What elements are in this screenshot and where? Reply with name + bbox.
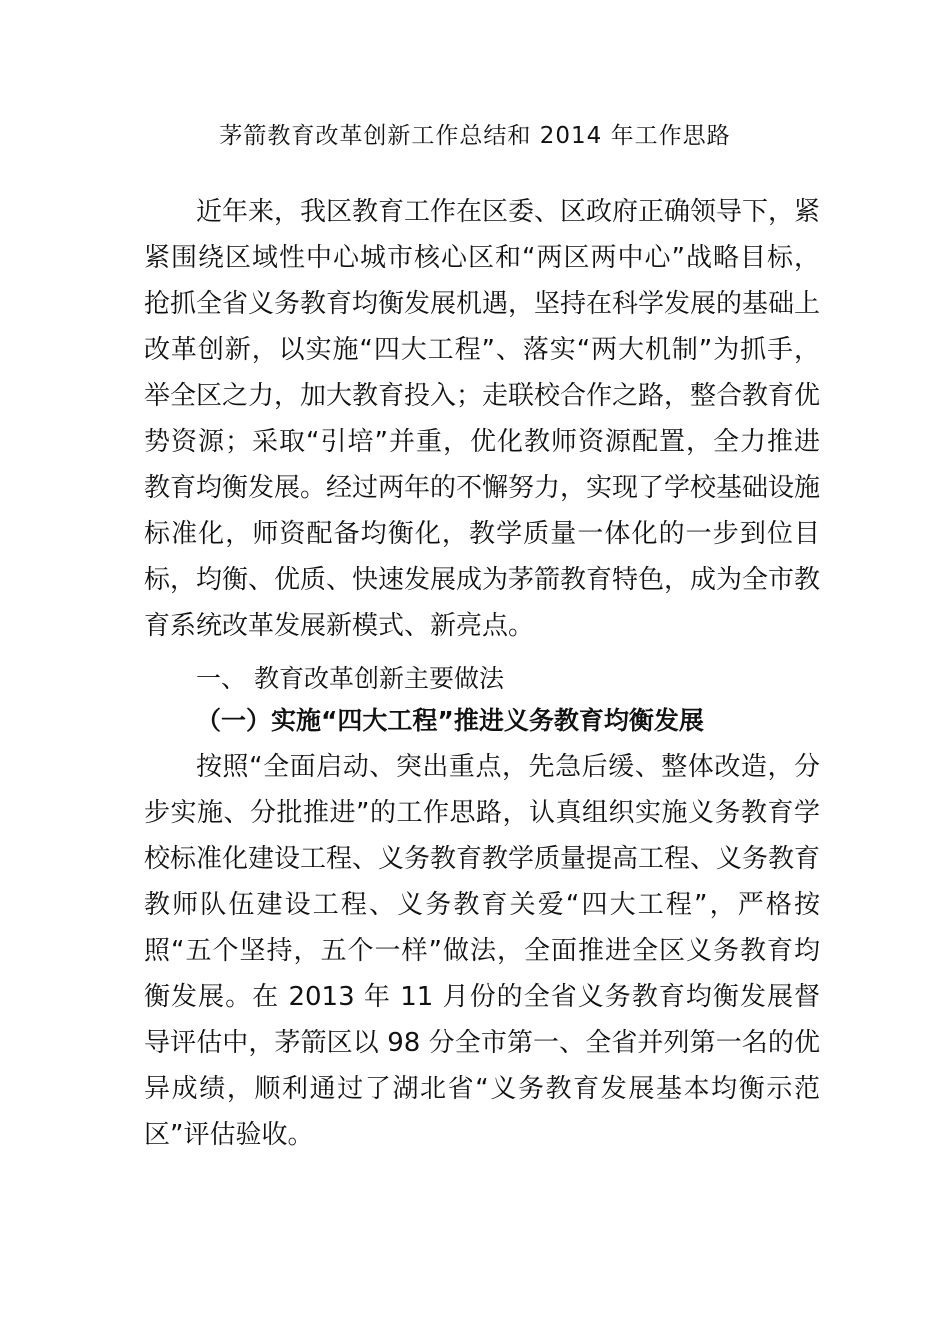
subsection-heading: （一）实施“四大工程”推进义务教育均衡发展 (196, 706, 704, 735)
paragraph-intro: 近年来，我区教育工作在区委、区政府正确领导下，紧紧围绕区域性中心城市核心区和“两区两中心”战略目标，抢抓全省义务教育均衡发展机遇，坚持在科学发展的基础上改革创新，以实施“四大工程”、落实“两大机制”为抓手，举全区之力，加大教育投入；走联校合作之路，整合教育优势资源；采取“引培”并重，优化教师资源配置，全力推进教育均衡发展。经过两年的不懈努力，实现了学校基础设施标准化，师资配备均衡化，教学质量一体化的一步到位目标，均衡、优质、快速发展成为茅箭教育特色，成为全市教育系统改革发展新模式、新亮点。 (144, 197, 821, 641)
document-title: 茅箭教育改革创新工作总结和 2014 年工作思路 (219, 123, 731, 149)
section-heading: 一、 教育改革创新主要做法 (196, 664, 504, 693)
paragraph-four-projects: 按照“全面启动、突出重点，先急后缓、整体改造，分步实施、分批推进”的工作思路，认真组织实施义务教育学校标准化建设工程、义务教育教学质量提高工程、义务教育教师队伍建设工程、义务教育关爱“四大工程”，严格按照“五个坚持，五个一样”做法，全面推进全区义务教育均衡发展。在 2013 年 11 月份的全省义务教育均衡发展督导评估中，茅箭区以 98 分全市第一、全省并列第一名的优异成绩，顺利通过了湖北省“义务教育发展基本均衡示范区”评估验收。 (144, 752, 821, 1150)
